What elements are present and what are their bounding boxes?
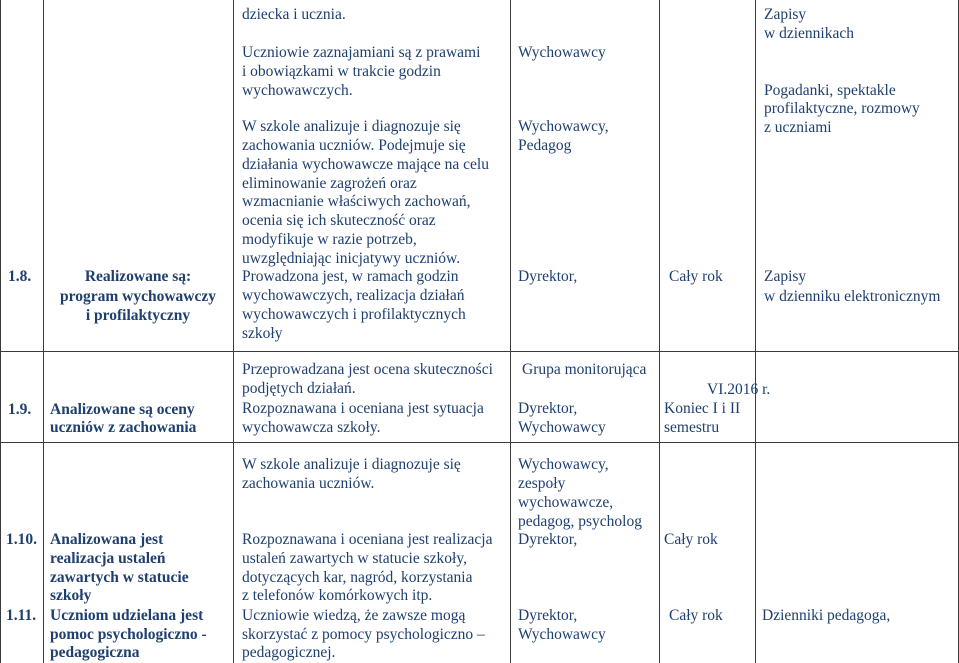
- responsible-line: Wychowawcy: [518, 626, 606, 643]
- description-line: Rozpoznawana i oceniana jest sytuacja: [242, 400, 484, 417]
- task-title-line: zawartych w statucie: [50, 569, 189, 586]
- task-title-line: szkoły: [50, 587, 92, 604]
- documentation: Dzienniki pedagoga,: [762, 607, 891, 624]
- description-line: wychowawczych.: [242, 82, 353, 99]
- description-line: Rozpoznawana i oceniana jest realizacja: [242, 531, 493, 548]
- responsible-line: Wychowawcy: [518, 419, 606, 436]
- description-line: Przeprowadzana jest ocena skuteczności: [242, 361, 493, 378]
- task-title-line: uczniów z zachowania: [50, 419, 197, 436]
- description-line: dotyczących kar, nagród, korzystania: [242, 569, 473, 586]
- description-line: zachowania uczniów. Podejmuje się: [242, 137, 466, 154]
- task-title-line: pomoc psychologiczno -: [50, 626, 207, 643]
- column-divider: [0, 0, 1, 663]
- responsible-line: zespoły: [518, 475, 566, 492]
- responsible-line: Wychowawcy,: [518, 456, 609, 473]
- column-divider: [510, 0, 511, 663]
- timeframe-line: Koniec I i II: [664, 400, 741, 417]
- description-line: modyfikuje w razie potrzeb,: [242, 231, 417, 248]
- description-line: skorzystać z pomocy psychologiczno –: [242, 626, 485, 643]
- description-line: podjętych działań.: [242, 380, 356, 397]
- documentation-line: Zapisy: [764, 268, 807, 285]
- row-number: 1.10.: [6, 531, 37, 548]
- description-line: wychowawczych i profilaktycznych: [242, 306, 466, 323]
- responsible-line: Pedagog: [518, 137, 572, 154]
- description-line: W szkole analizuje i diagnozuje się: [242, 118, 461, 135]
- description-line: Uczniowie zaznajamiani są z prawami: [242, 44, 481, 61]
- timeframe: Cały rok: [669, 268, 723, 285]
- documentation-line: Pogadanki, spektakle: [764, 82, 896, 99]
- documentation-line: w dziennikach: [764, 25, 854, 42]
- column-divider: [43, 0, 44, 663]
- responsible-line: wychowawcze,: [518, 494, 614, 511]
- task-title-line: Realizowane są:: [84, 268, 192, 285]
- timeframe: Cały rok: [669, 607, 723, 624]
- row-number: 1.9.: [8, 401, 32, 418]
- task-title-line: Uczniom udzielana jest: [50, 607, 204, 624]
- documentation-line: profilaktyczne, rozmowy: [764, 100, 920, 117]
- description-line: Uczniowie wiedzą, że zawsze mogą: [242, 607, 466, 624]
- responsible-line: Wychowawcy,: [518, 118, 609, 135]
- description-line: Prowadzona jest, w ramach godzin: [242, 268, 459, 285]
- task-title-line: Analizowana jest: [50, 531, 164, 548]
- documentation-line: Zapisy: [764, 6, 807, 23]
- description-line: ustaleń zawartych w statucie szkoły,: [242, 550, 467, 567]
- responsible-line: Dyrektor,: [518, 268, 578, 285]
- responsible-line: Dyrektor,: [518, 531, 578, 548]
- timeframe-line: VI.2016 r.: [707, 381, 771, 398]
- description-line: wzmacnianie właściwych zachowań,: [242, 193, 471, 210]
- task-title-line: Analizowane są oceny: [50, 401, 195, 418]
- timeframe-line: semestru: [664, 419, 720, 436]
- description-line: i obowiązkami w trakcie godzin: [242, 63, 441, 80]
- description-line: W szkole analizuje i diagnozuje się: [242, 456, 461, 473]
- column-divider: [233, 0, 234, 663]
- row-divider: [0, 442, 959, 443]
- row-number: 1.11.: [6, 607, 37, 624]
- column-divider: [755, 0, 756, 663]
- responsible-line: Wychowawcy: [518, 44, 606, 61]
- description-line: szkoły: [242, 325, 283, 342]
- description-line: ocenia się ich skuteczność oraz: [242, 212, 436, 229]
- responsible-line: Dyrektor,: [518, 607, 578, 624]
- description-line: działania wychowawcze mające na celu: [242, 156, 489, 173]
- task-title-line: program wychowawczy: [60, 288, 216, 305]
- task-title-line: pedagogiczna: [50, 644, 140, 661]
- task-title-line: i profilaktyczny: [85, 307, 191, 324]
- description-line: zachowania uczniów.: [242, 475, 375, 492]
- row-divider: [0, 351, 959, 352]
- documentation-line: z uczniami: [764, 119, 832, 136]
- responsible-line: pedagog, psycholog: [518, 513, 642, 530]
- description-line: eliminowanie zagrożeń oraz: [242, 175, 417, 192]
- description-line: wychowawcza szkoły.: [242, 419, 381, 436]
- documentation-line: w dzienniku elektronicznym: [764, 288, 941, 305]
- row-number: 1.8.: [8, 268, 32, 285]
- description-line: dziecka i ucznia.: [242, 6, 346, 23]
- timeframe: Cały rok: [664, 531, 718, 548]
- task-title-line: realizacja ustaleń: [50, 550, 166, 567]
- responsible-line: Grupa monitorująca: [522, 361, 647, 378]
- description-line: pedagogicznej.: [242, 644, 336, 661]
- column-divider: [659, 0, 660, 663]
- responsible-line: Dyrektor,: [518, 400, 578, 417]
- description-line: z telefonów komórkowych itp.: [242, 587, 433, 604]
- description-line: wychowawczych, realizacja działań: [242, 287, 465, 304]
- description-line: uwzględniając inicjatywy uczniów.: [242, 250, 461, 267]
